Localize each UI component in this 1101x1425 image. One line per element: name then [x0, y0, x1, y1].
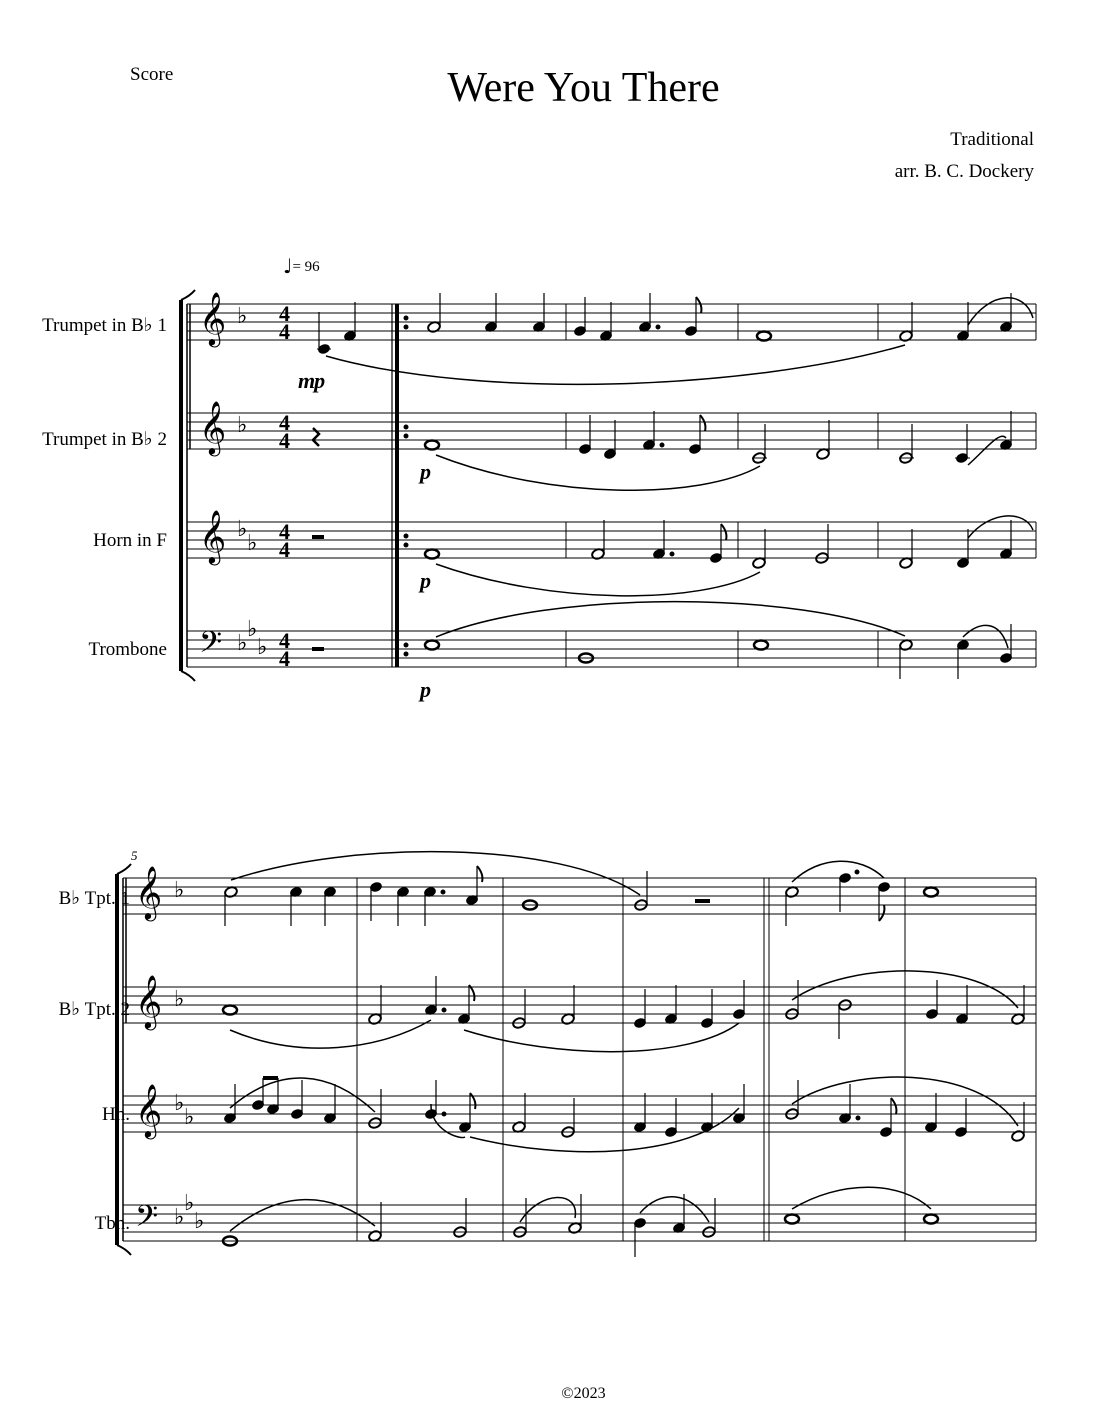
slurs	[230, 852, 1018, 1231]
treble-clef-icon: 𝄞	[135, 865, 163, 919]
dynamic-p: p	[420, 568, 430, 593]
svg-text:♭: ♭	[174, 878, 185, 903]
staff-lines	[123, 878, 1036, 1241]
treble-clef-icon: 𝄞	[199, 400, 227, 454]
bass-clef-icon: 𝄢	[199, 626, 223, 667]
dynamic-p: p	[420, 459, 430, 484]
page-title: Were You There	[447, 65, 720, 111]
svg-text:♭: ♭	[184, 1191, 195, 1216]
instrument-abbr-trumpet-2: B♭ Tpt. 2	[58, 999, 130, 1020]
svg-text:♭: ♭	[237, 517, 248, 542]
instrument-name-trombone: Trombone	[88, 639, 167, 660]
svg-text:4: 4	[279, 319, 290, 344]
svg-text:♭: ♭	[174, 1091, 185, 1116]
measure-number: 5	[131, 848, 138, 863]
svg-text:♭: ♭	[174, 1205, 185, 1230]
svg-text:4: 4	[279, 410, 290, 435]
instrument-abbr-horn: Hn.	[102, 1104, 130, 1125]
svg-text:♭: ♭	[247, 531, 258, 556]
svg-text:♭: ♭	[247, 617, 258, 642]
svg-text:♭: ♭	[194, 1209, 205, 1234]
slurs	[326, 298, 1033, 648]
instrument-name-trumpet-1: Trumpet in B♭ 1	[42, 315, 167, 336]
svg-text:4: 4	[279, 301, 290, 326]
notes	[312, 293, 1013, 679]
svg-text:♭: ♭	[184, 1105, 195, 1130]
staff-lines	[187, 304, 1036, 667]
instrument-abbr-trombone: Tbn.	[94, 1213, 130, 1234]
tempo-value: = 96	[292, 259, 320, 275]
instrument-abbr-trumpet-1: B♭ Tpt. 1	[58, 888, 130, 909]
treble-clef-icon: 𝄞	[135, 974, 163, 1028]
bass-clef-icon: 𝄢	[135, 1200, 159, 1241]
svg-text:♭: ♭	[257, 635, 268, 660]
svg-text:4: 4	[279, 428, 290, 453]
dynamic-mp: mp	[298, 368, 325, 393]
score-label: Score	[130, 64, 174, 85]
treble-clef-icon: 𝄞	[199, 509, 227, 563]
svg-text:4: 4	[279, 519, 290, 544]
time-signature	[279, 301, 290, 671]
instrument-name-horn: Horn in F	[93, 530, 167, 551]
svg-text:♭: ♭	[237, 631, 248, 656]
instrument-name-trumpet-2: Trumpet in B♭ 2	[42, 429, 167, 450]
svg-text:4: 4	[279, 646, 290, 671]
treble-clef-icon: 𝄞	[199, 291, 227, 345]
svg-text:4: 4	[279, 628, 290, 653]
svg-text:♭: ♭	[174, 987, 185, 1012]
arranger-credit: arr. B. C. Dockery	[894, 161, 1034, 182]
treble-clef-icon: 𝄞	[135, 1083, 163, 1137]
copyright-notice: ©2023	[561, 1385, 606, 1402]
composer-credit: Traditional	[950, 129, 1034, 150]
quarter-note-icon: ♩	[283, 254, 293, 278]
svg-text:♭: ♭	[237, 304, 248, 329]
dynamic-p: p	[420, 677, 430, 702]
svg-text:♭: ♭	[237, 413, 248, 438]
svg-text:4: 4	[279, 537, 290, 562]
